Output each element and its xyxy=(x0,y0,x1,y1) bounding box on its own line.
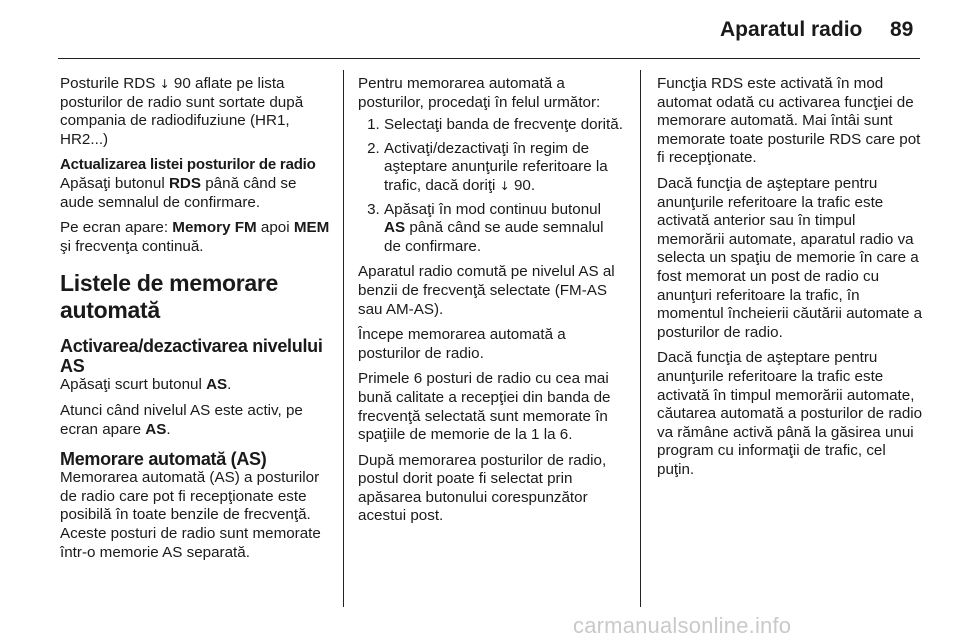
column-3 xyxy=(657,75,923,486)
paragraph: Pe ecran apare: Memory FM apoi MEM şi frecvenţa continuă. xyxy=(60,219,330,255)
paragraph: Apăsaţi scurt butonul AS. xyxy=(60,376,232,394)
page-title: Aparatul radio xyxy=(720,18,863,41)
page-header xyxy=(0,0,960,60)
header-rule xyxy=(58,58,920,59)
section-heading: Listele de memorare automată xyxy=(60,270,279,324)
page-number: 89 xyxy=(890,18,914,41)
paragraph: După memorarea posturilor de radio, postul dorit poate fi selectat prin apăsarea butonului corespunzător acestui post. xyxy=(358,451,607,525)
list-item: 1. Selectaţi banda de frecvenţe dorită. xyxy=(384,116,624,135)
paragraph: Dacă funcţia de aşteptare pentru anunţurile referitoare la trafic este activată anterior sau în timpul memorării automate, aparatul radio va selecta un spaţiu de memorie în care a fost memorat un post de radio cu anunţuri referitoare la trafic, în momentul încheierii căutării automate a posturilor de radio. xyxy=(657,174,923,341)
cross-reference-arrow-icon: ↓ xyxy=(499,178,510,193)
cross-reference-arrow-icon: ↓ xyxy=(159,77,170,91)
paragraph: Atunci când nivelul AS este activ, pe ecran apare AS. xyxy=(60,401,303,438)
paragraph: Pentru memorarea automată a posturilor, procedaţi în felul următor: xyxy=(358,75,601,111)
steps-list xyxy=(358,116,624,256)
paragraph: Dacă funcţia de aşteptare pentru anunţurile referitoare la trafic este activată în timpul memorării automate, căutarea automată a posturilor de radio va rămâne activă până la găsirea unui program cu informaţii de trafic, cel puţin. xyxy=(657,349,923,478)
list-item: 2. Activaţi/dezactivaţi în regim de aşteptare anunţurile referitoare la trafic, dacă doriţi ↓ 90. xyxy=(384,140,624,196)
paragraph: Aparatul radio comută pe nivelul AS al benzii de frecvenţă selectate (FM-AS sau AM-AS). xyxy=(358,263,615,318)
paragraph: Primele 6 posturi de radio cu cea mai bună calitate a recepţiei din banda de frecvenţă selectată sunt memorate în spaţiile de memorie de la 1 la 6. xyxy=(358,370,611,444)
list-item: 3. Apăsaţi în mod continuu butonul AS până când se aude semnalul de confirmare. xyxy=(384,201,624,257)
paragraph: Posturile RDS ↓ 90 aflate pe lista posturilor de radio sunt sortate după compania de radiodifuziune (HR1, HR2...) xyxy=(60,75,304,148)
paragraph: Funcţia RDS este activată în mod automat odată cu activarea funcţiei de memorare automată. Mai întâi sunt memorate toate posturile RDS care pot fi recepţionate. xyxy=(657,75,921,167)
column-divider xyxy=(343,70,344,607)
column-1 xyxy=(60,75,332,569)
paragraph: Începe memorarea automată a posturilor de radio. xyxy=(358,326,566,362)
subheading: Actualizarea listei posturilor de radio xyxy=(60,156,316,174)
subsection-heading: Activarea/dezactivarea nivelului AS xyxy=(60,336,323,377)
paragraph: Memorarea automată (AS) a posturilor de radio care pot fi recepţionate este posibilă în toate benzile de frecvenţă. Aceste posturi de radio sunt memorate într-o memorie AS separată. xyxy=(60,469,321,561)
column-2 xyxy=(358,75,624,533)
column-divider xyxy=(640,70,641,607)
paragraph: Apăsaţi butonul RDS până când se aude semnalul de confirmare. xyxy=(60,174,297,211)
subsection-heading: Memorare automată (AS) xyxy=(60,449,267,470)
watermark: carmanualsonline.info xyxy=(573,613,792,638)
